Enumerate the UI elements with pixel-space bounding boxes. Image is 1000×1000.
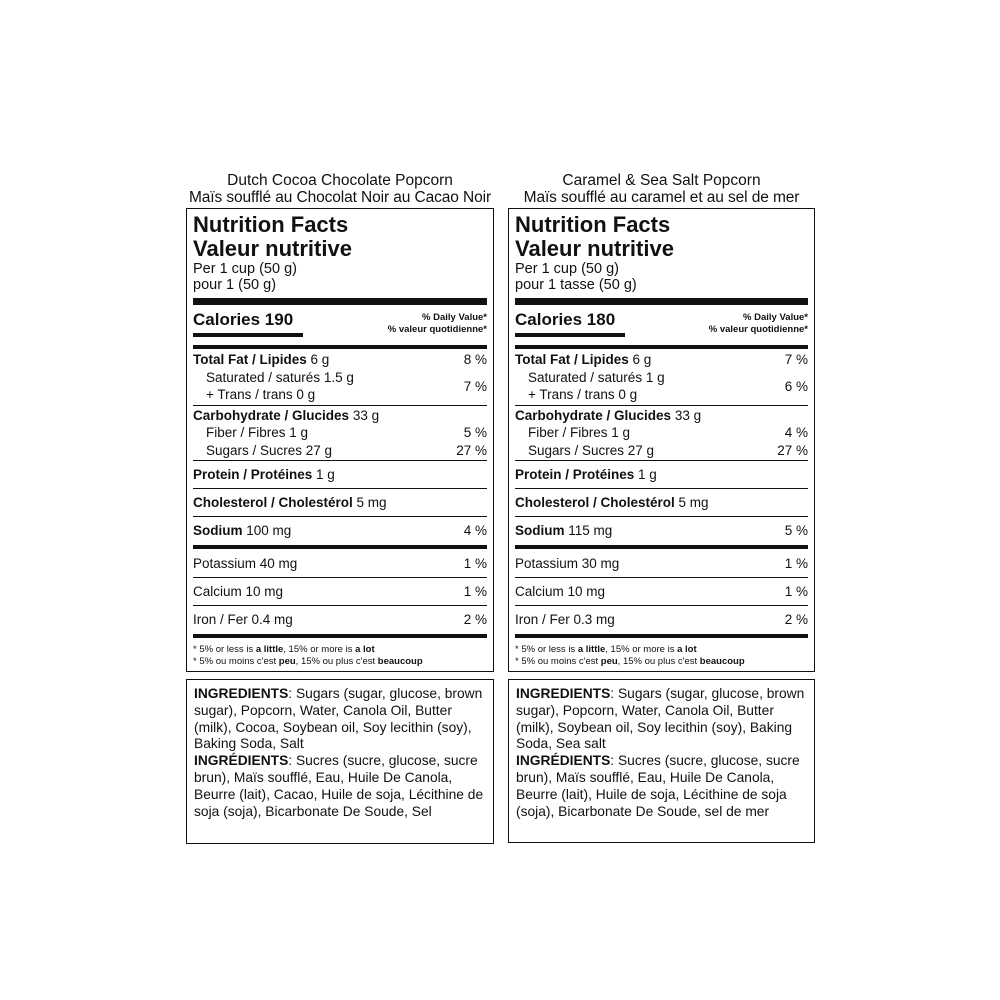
product-title-fr: Maïs soufflé au Chocolat Noir au Cacao Noir	[188, 189, 492, 206]
carbohydrate-amount: 33 g	[352, 407, 380, 423]
total-fat-row	[193, 351, 487, 369]
medium-divider	[515, 634, 808, 638]
ingredients-en-text: : Sugars (sugar, glucose, brown sugar), Popcorn, Water, Canola Oil, Butter (milk), Soybean oil, Soy lecithin (soy), Baking Soda, Sea salt	[516, 686, 805, 752]
thick-divider	[193, 298, 487, 305]
product-dutch-cocoa	[186, 172, 494, 844]
footnote-en-emph: a lot	[355, 644, 375, 655]
sugars-row	[515, 442, 808, 460]
protein-amount: 1 g	[316, 466, 335, 482]
total-fat-amount: 6 g	[632, 352, 652, 367]
serving-size-fr: pour 1 (50 g)	[193, 277, 277, 293]
ingredients-fr-label: INGRÉDIENTS	[516, 753, 611, 769]
footnote-en-text: , 15% or more is	[605, 644, 678, 655]
calories-underline	[193, 333, 303, 337]
potassium-label: Potassium 30 mg	[515, 555, 620, 571]
calories-value: Calories 180	[515, 310, 616, 329]
carbohydrate-label: Carbohydrate / Glucides	[193, 407, 350, 423]
calories-row	[515, 309, 808, 343]
potassium-label: Potassium 40 mg	[193, 555, 298, 571]
footnote	[193, 640, 487, 668]
total-fat-amount: 6 g	[310, 352, 330, 367]
potassium-pct: 1 %	[784, 555, 808, 571]
sugars-label: Sugars / Sucres 27 g	[528, 442, 655, 458]
total-fat-pct: 7 %	[784, 352, 808, 367]
product-title-en: Dutch Cocoa Chocolate Popcorn	[227, 172, 453, 189]
product-caramel-sea-salt	[508, 172, 815, 843]
calcium-pct: 1 %	[463, 583, 487, 599]
saturated-trans-pct: 6 %	[784, 378, 808, 394]
ingredients-fr	[194, 753, 487, 820]
footnote-fr-emph: peu	[600, 656, 618, 667]
calcium-label: Calcium 10 mg	[193, 583, 284, 599]
footnote-en-text: * 5% or less is	[193, 644, 256, 655]
ingredients-en	[516, 686, 808, 753]
sodium-label: Sodium	[515, 522, 565, 538]
thin-divider	[193, 516, 487, 517]
ingredients-fr	[516, 753, 808, 820]
footnote-fr-emph: beaucoup	[377, 656, 423, 667]
footnote	[515, 640, 808, 668]
nutrition-facts-table	[508, 208, 815, 672]
thick-divider	[515, 298, 808, 305]
footnote-en-emph: a little	[255, 644, 284, 655]
carbohydrate-row	[193, 407, 487, 425]
daily-value-en: % Daily Value*	[743, 312, 808, 323]
total-fat-pct: 8 %	[463, 352, 487, 367]
ingredients-en-label: INGREDIENTS	[194, 686, 289, 701]
nutrition-heading-fr: Valeur nutritive	[515, 236, 674, 261]
ingredients-en	[194, 686, 487, 753]
medium-divider	[193, 634, 487, 638]
ingredients-en-label: INGREDIENTS	[516, 686, 611, 701]
product-title	[186, 172, 494, 206]
trans-label: + Trans / trans 0 g	[206, 387, 316, 402]
daily-value-header	[388, 309, 487, 336]
calories-underline	[515, 333, 625, 337]
protein-row	[193, 462, 487, 487]
sodium-pct: 5 %	[784, 522, 808, 538]
trans-label: + Trans / trans 0 g	[528, 387, 638, 402]
footnote-en	[193, 644, 487, 656]
footnote-fr-emph: peu	[278, 656, 296, 667]
fiber-label: Fiber / Fibres 1 g	[206, 425, 309, 440]
saturated-label: Saturated / saturés 1 g	[528, 369, 665, 385]
iron-pct: 2 %	[784, 611, 808, 627]
thin-divider	[515, 488, 808, 489]
calcium-pct: 1 %	[784, 583, 808, 599]
footnote-fr-emph: beaucoup	[699, 656, 745, 667]
sugars-label: Sugars / Sucres 27 g	[206, 442, 333, 458]
nutrition-heading-en: Nutrition Facts	[193, 212, 349, 237]
ingredients-fr-text: : Sucres (sucre, glucose, sucre brun), Maïs soufflé, Eau, Huile De Canola, Beurre (lait), Cacao, Huile de soja, Lécithine de soja (soja), Bicarbonate De Soude, Sel	[194, 753, 484, 819]
daily-value-header	[709, 309, 808, 336]
fiber-pct: 4 %	[784, 425, 808, 440]
medium-divider	[193, 345, 487, 349]
thin-divider	[193, 488, 487, 489]
footnote-fr-text: * 5% ou moins c'est	[515, 656, 601, 667]
medium-divider	[515, 345, 808, 349]
medium-divider	[515, 545, 808, 549]
cholesterol-row	[515, 490, 808, 515]
footnote-en-text: , 15% or more is	[283, 644, 356, 655]
sodium-row	[515, 518, 808, 543]
potassium-pct: 1 %	[463, 555, 487, 571]
nutrition-heading-en: Nutrition Facts	[515, 212, 671, 237]
fiber-row	[193, 424, 487, 442]
footnote-fr	[515, 656, 808, 668]
thin-divider	[193, 405, 487, 406]
sodium-label: Sodium	[193, 522, 243, 538]
footnote-en-emph: a lot	[677, 644, 697, 655]
protein-amount: 1 g	[638, 466, 657, 482]
sodium-pct: 4 %	[463, 522, 487, 538]
cholesterol-label: Cholesterol / Cholestérol	[193, 494, 353, 510]
saturated-trans-group	[193, 369, 487, 404]
carbohydrate-label: Carbohydrate / Glucides	[515, 407, 672, 423]
fiber-label: Fiber / Fibres 1 g	[528, 425, 631, 440]
sodium-amount: 115 mg	[568, 522, 613, 538]
calcium-label: Calcium 10 mg	[515, 583, 606, 599]
total-fat-label: Total Fat / Lipides	[515, 352, 629, 367]
saturated-trans-pct: 7 %	[463, 378, 487, 394]
daily-value-fr: % valeur quotidienne*	[708, 324, 808, 335]
cholesterol-row	[193, 490, 487, 515]
iron-label: Iron / Fer 0.4 mg	[193, 611, 293, 627]
protein-label: Protein / Protéines	[193, 466, 313, 482]
footnote-fr-text: * 5% ou moins c'est	[193, 656, 279, 667]
ingredients-fr-label: INGRÉDIENTS	[194, 753, 289, 769]
saturated-trans-group	[515, 369, 808, 404]
serving-size-en: Per 1 cup (50 g)	[193, 261, 297, 277]
calcium-row	[193, 579, 487, 604]
carbohydrate-row	[515, 407, 808, 425]
saturated-label: Saturated / saturés 1.5 g	[206, 369, 354, 385]
thin-divider	[193, 577, 487, 578]
sugars-pct: 27 %	[456, 442, 487, 458]
iron-pct: 2 %	[463, 611, 487, 627]
potassium-row	[193, 551, 487, 576]
product-title-en: Caramel & Sea Salt Popcorn	[562, 172, 761, 189]
total-fat-row	[515, 351, 808, 369]
footnote-en-emph: a little	[577, 644, 606, 655]
footnote-en-text: * 5% or less is	[515, 644, 578, 655]
thin-divider	[515, 516, 808, 517]
fiber-pct: 5 %	[463, 425, 487, 440]
carbohydrate-amount: 33 g	[674, 407, 702, 423]
thin-divider	[193, 605, 487, 606]
serving-size-en: Per 1 cup (50 g)	[515, 261, 619, 277]
nutrition-heading-fr: Valeur nutritive	[193, 236, 352, 261]
thin-divider	[515, 577, 808, 578]
serving-size-fr: pour 1 tasse (50 g)	[515, 277, 637, 293]
ingredients-en-text: : Sugars (sugar, glucose, brown sugar), Popcorn, Water, Canola Oil, Butter (milk), Cocoa, Soybean oil, Soy lecithin (soy), Baking Soda, Salt	[194, 686, 483, 752]
calories-row	[193, 309, 487, 343]
protein-row	[515, 462, 808, 487]
potassium-row	[515, 551, 808, 576]
total-fat-label: Total Fat / Lipides	[193, 352, 307, 367]
iron-row	[193, 607, 487, 632]
cholesterol-label: Cholesterol / Cholestérol	[515, 494, 675, 510]
footnote-fr-text: , 15% ou plus c'est	[617, 656, 700, 667]
ingredients-box	[508, 679, 815, 843]
product-title-fr: Maïs soufflé au caramel et au sel de mer	[523, 189, 800, 206]
footnote-fr-text: , 15% ou plus c'est	[295, 656, 378, 667]
footnote-fr	[193, 656, 487, 668]
calories-value: Calories 190	[193, 310, 294, 329]
thin-divider	[515, 405, 808, 406]
thin-divider	[515, 605, 808, 606]
thin-divider	[193, 460, 487, 461]
sodium-amount: 100 mg	[246, 522, 292, 538]
fiber-row	[515, 424, 808, 442]
footnote-en	[515, 644, 808, 656]
product-title	[508, 172, 815, 206]
medium-divider	[193, 545, 487, 549]
daily-value-en: % Daily Value*	[422, 312, 487, 323]
thin-divider	[515, 460, 808, 461]
iron-label: Iron / Fer 0.3 mg	[515, 611, 615, 627]
sugars-row	[193, 442, 487, 460]
sugars-pct: 27 %	[777, 442, 808, 458]
cholesterol-amount: 5 mg	[356, 494, 387, 510]
daily-value-fr: % valeur quotidienne*	[387, 324, 487, 335]
cholesterol-amount: 5 mg	[678, 494, 709, 510]
protein-label: Protein / Protéines	[515, 466, 635, 482]
ingredients-fr-text: : Sucres (sucre, glucose, sucre brun), Maïs soufflé, Eau, Huile De Canola, Beurre (lait), Huile de soja, Lécithine de soja (soja), Bicarbonate De Soude, sel de mer	[516, 753, 800, 819]
iron-row	[515, 607, 808, 632]
sodium-row	[193, 518, 487, 543]
ingredients-box	[186, 679, 494, 844]
calcium-row	[515, 579, 808, 604]
nutrition-facts-table	[186, 208, 494, 672]
